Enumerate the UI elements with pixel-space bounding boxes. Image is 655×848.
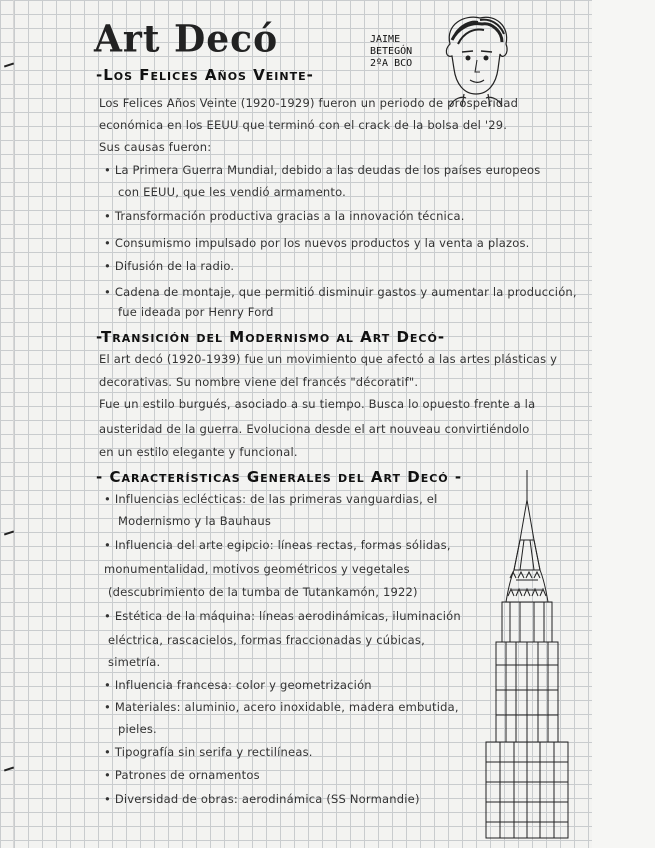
list-item: • Diversidad de obras: aerodinámica (SS Normandie): [104, 792, 420, 806]
text-line: monumentalidad, motivos geométricos y vegetales: [104, 562, 410, 576]
text-line: El art decó (1920-1939) fue un movimiento que afectó a las artes plásticas y: [99, 352, 558, 366]
list-item: • Cadena de montaje, que permitió disminuir gastos y aumentar la producción,: [104, 285, 577, 299]
section-heading-transicion: -Transición del Modernismo al Art Decó-: [96, 328, 446, 346]
binding-mark: [4, 532, 14, 542]
skyscraper-sketch: [480, 470, 575, 840]
list-item: • Consumismo impulsado por los nuevos productos y la venta a plazos.: [104, 236, 530, 250]
author-last-name: BETEGÓN: [370, 46, 413, 57]
text-line: fue ideada por Henry Ford: [118, 305, 274, 319]
page-title: Art Decó: [94, 16, 279, 62]
list-item: • Patrones de ornamentos: [104, 768, 260, 782]
text-line: Sus causas fueron:: [99, 140, 212, 154]
text-line: eléctrica, rascacielos, formas fraccionadas y cúbicas,: [108, 633, 425, 647]
list-item: • Difusión de la radio.: [104, 259, 235, 273]
author-class: 2ºA BCO: [370, 58, 413, 69]
text-line: económica en los EEUU que terminó con el crack de la bolsa del '29.: [99, 118, 508, 132]
section-heading-caracteristicas: - Características Generales del Art Decó -: [96, 468, 463, 486]
list-item: • La Primera Guerra Mundial, debido a las deudas de los países europeos: [104, 163, 541, 177]
author-first-name: JAIME: [370, 34, 401, 45]
scan-margin: [592, 0, 655, 848]
text-line: en un estilo elegante y funcional.: [99, 445, 298, 459]
text-line: Fue un estilo burgués, asociado a su tiempo. Busca lo opuesto frente a la: [99, 397, 536, 411]
portrait-sketch: [440, 14, 512, 106]
text-line: con EEUU, que les vendió armamento.: [118, 185, 346, 199]
text-line: Los Felices Años Veinte (1920-1929) fueron un periodo de prosperidad: [99, 96, 519, 110]
binding-mark: [4, 64, 14, 74]
text-line: (descubrimiento de la tumba de Tutankamón, 1922): [108, 585, 418, 599]
list-item: • Influencia francesa: color y geometrización: [104, 678, 372, 692]
list-item: • Influencias eclécticas: de las primeras vanguardias, el: [104, 492, 438, 506]
text-line: pieles.: [118, 722, 157, 736]
list-item: • Materiales: aluminio, acero inoxidable, madera embutida,: [104, 700, 459, 714]
margin-line: [13, 0, 14, 848]
list-item: • Influencia del arte egipcio: líneas rectas, formas sólidas,: [104, 538, 451, 552]
list-item: • Tipografía sin serifa y rectilíneas.: [104, 745, 313, 759]
list-item: • Estética de la máquina: líneas aerodinámicas, iluminación: [104, 609, 461, 623]
text-line: decorativas. Su nombre viene del francés "décoratif".: [99, 375, 419, 389]
section-heading-felices: -Los Felices Años Veinte-: [96, 66, 314, 84]
binding-mark: [4, 768, 14, 778]
text-line: Modernismo y la Bauhaus: [118, 514, 272, 528]
text-line: simetría.: [108, 655, 161, 669]
list-item: • Transformación productiva gracias a la innovación técnica.: [104, 209, 465, 223]
text-line: austeridad de la guerra. Evoluciona desde el art nouveau convirtiéndolo: [99, 422, 530, 436]
